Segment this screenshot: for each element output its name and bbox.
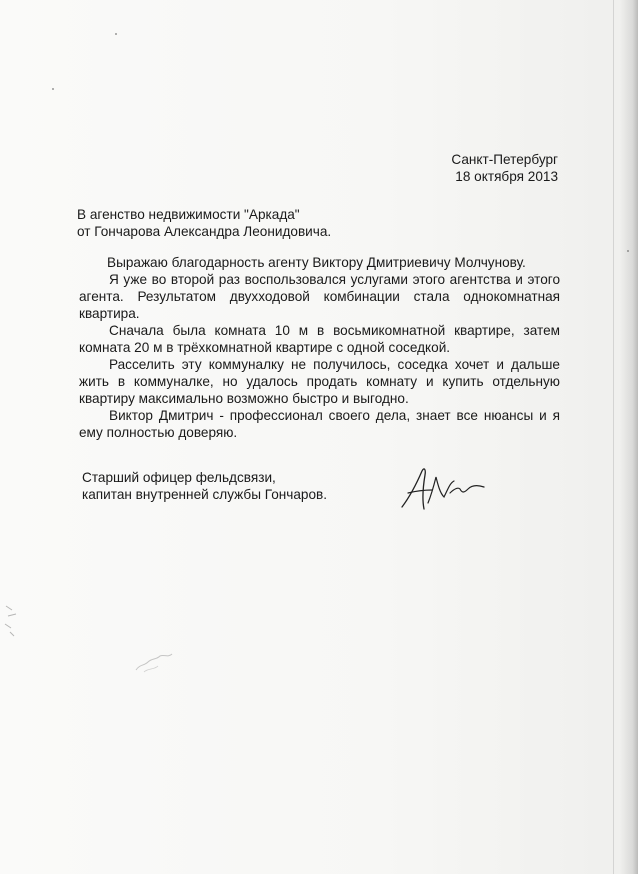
letter-body [79, 254, 560, 441]
paragraph-rooms: Сначала была комната 10 м в восьмикомнатной квартире, затем комната 20 м в трёхкомнатной квартире с одной соседкой. [79, 323, 560, 355]
margin-scan-marks [2, 600, 24, 640]
paragraph-gratitude: Выражаю благодарность агенту Виктору Дмитриевичу Молчунову. [107, 255, 526, 270]
place-and-date [400, 151, 558, 185]
page-right-shadow [620, 0, 638, 874]
city-line: Санкт-Петербург [451, 152, 558, 167]
dust-speck [115, 33, 117, 35]
addressee-line: В агенство недвижимости "Аркада" [77, 207, 300, 222]
addressee-block [77, 206, 331, 240]
date-line: 18 октября 2013 [455, 169, 558, 184]
paragraph-second-use: Я уже во второй раз воспользовался услугами этого агентства и этого агента. Результатом двухходовой комбинации стала однокомнатная квартира. [79, 272, 560, 321]
paragraph-trust: Виктор Дмитрич - профессионал своего дела, знает все нюансы и я ему полностью доверяю. [79, 408, 560, 440]
dust-speck [627, 250, 629, 252]
handwritten-signature [398, 463, 488, 515]
sender-line: от Гончарова Александра Леонидовича. [77, 224, 332, 239]
paper-smudge-mark [130, 648, 180, 676]
signoff-block [82, 469, 327, 503]
signoff-rank-name: капитан внутренней службы Гончаров. [82, 487, 328, 502]
dust-speck [52, 88, 54, 90]
page-crease-line [613, 0, 614, 874]
signoff-position: Старший офицер фельдсвязи, [82, 470, 276, 485]
paragraph-resettlement: Расселить эту коммуналку не получилось, соседка хочет и дальше жить в коммуналке, но удалось продать комнату и купить отдельную квартиру максимально возможно быстро и выгодно. [79, 357, 560, 406]
